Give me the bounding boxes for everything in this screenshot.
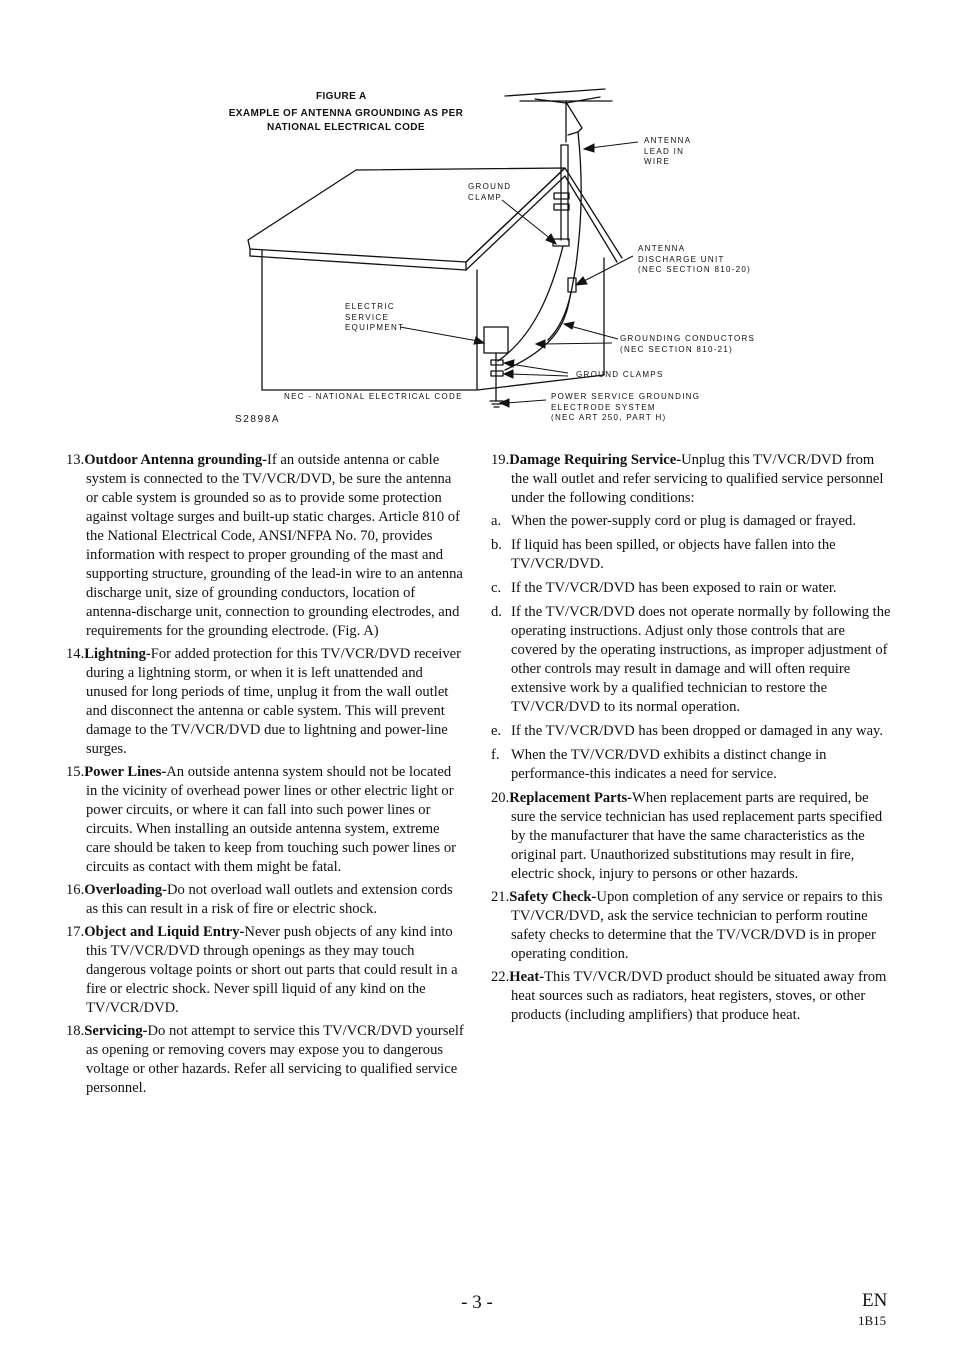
label-antenna-lead-in-wire: ANTENNA LEAD IN WIRE (644, 136, 692, 166)
house-roof-side (248, 168, 565, 262)
item-text: Upon completion of any service or repairs to this TV/VCR/DVD, ask the service technician to perform routine safety checks to determine that the TV/VCR/DVD is in proper operating condition. (511, 889, 883, 962)
item-text: When replacement parts are required, be sure the service technician has used replacement parts specified by the manufacturer that have the same characteristics as the original part. Unauthorized substitutions may result in fire, electric shock, injury to persons or other hazards. (511, 790, 883, 882)
item-text: An outside antenna system should not be located in the vicinity of overhead power lines or other electric light or power circuits, or where it can fall into such power lines or circuits. When installing an outside antenna system, extreme care should be taken to keep from touching such power lines or circuits as contact with them might be fatal. (86, 764, 457, 875)
safety-item-18: 18.Servicing-Do not attempt to service this TV/VCR/DVD yourself as opening or removing covers may expose you to dangerous voltage or other hazards. Refer all servicing to qualified service personnel. (66, 1023, 464, 1096)
item-text: If an outside antenna or cable system is connected to the TV/VCR/DVD, be sure the antenna or cable system is grounded so as to provide some protection against voltage surges and built-up static charges. Article 810 of the National Electrical Code, ANSI/NFPA No. 70, provides information with respect to proper grounding of the mast and supporting structure, grounding of the lead-in wire to an antenna discharge unit, size of grounding conductors, location of antenna-discharge unit, connection to grounding electrodes, and requirements for the grounding electrode. (Fig. A) (86, 452, 463, 639)
item-text: Unplug this TV/VCR/DVD from the wall outlet and refer servicing to qualified service personnel under the following conditions: (511, 452, 884, 506)
item-text: For added protection for this TV/VCR/DVD receiver during a lightning storm, or when it is left unattended and unused for long periods of time, unplug it from the wall outlet and disconnect the antenna or cable system. This will prevent damage to the TV/VCR/DVD due to lightning and power-line surges. (86, 646, 461, 757)
safety-item-17: 17.Object and Liquid Entry-Never push objects of any kind into this TV/VCR/DVD through openings as they may touch dangerous voltage points or short out parts that could result in a fire or electric shock. Never spill liquid of any kind on the TV/VCR/DVD. (66, 924, 458, 1016)
item-title: Lightning- (84, 646, 151, 662)
item-title: Safety Check- (509, 889, 597, 905)
electric-service-box (484, 327, 508, 353)
document-id: 1B15 (858, 1313, 887, 1328)
condition-e: e. If the TV/VCR/DVD has been dropped or damaged in any way. (491, 723, 884, 739)
condition-f: f. When the TV/VCR/DVD exhibits a distinct change in performance-this indicates a need for service. (491, 747, 827, 782)
label-power-service-grounding: POWER SERVICE GROUNDING ELECTRODE SYSTEM (NEC ART 250, PART H) (551, 392, 701, 422)
figure-subtitle-1: EXAMPLE OF ANTENNA GROUNDING AS PER (228, 108, 464, 119)
safety-item-14: 14.Lightning-For added protection for this TV/VCR/DVD receiver during a lightning storm, or when it is left unattended and unused for long periods of time, unplug it from the wall outlet and disconnect the antenna or cable system. This will prevent damage to the TV/VCR/DVD due to lightning and power-line surges. (66, 646, 461, 757)
left-column (66, 451, 466, 1102)
safety-item-22: 22.Heat-This TV/VCR/DVD product should be situated away from heat sources such as radiators, heat registers, stoves, or other products (including amplifiers) that produce heat. (491, 969, 887, 1023)
figure-subtitle-2: NATIONAL ELECTRICAL CODE (267, 122, 425, 133)
safety-item-16: 16.Overloading-Do not overload wall outlets and extension cords as this can result in a risk of fire or electric shock. (66, 882, 453, 917)
item-title: Overloading- (84, 882, 167, 898)
right-column (491, 451, 891, 1029)
item-title: Outdoor Antenna grounding- (84, 452, 267, 468)
item-text: Do not attempt to service this TV/VCR/DVD yourself as opening or removing covers may expose you to dangerous voltage or other hazards. Refer all servicing to qualified service personnel. (86, 1023, 464, 1096)
item-title: Servicing- (84, 1023, 148, 1039)
item-text: Do not overload wall outlets and extension cords as this can result in a risk of fire or electric shock. (86, 882, 453, 917)
condition-c: c. If the TV/VCR/DVD has been exposed to rain or water. (491, 580, 837, 596)
item-title: Heat- (509, 969, 545, 985)
item-title: Damage Requiring Service- (509, 452, 682, 468)
page-number: - 3 - (461, 1292, 493, 1313)
antenna-grounding-figure (0, 0, 954, 440)
label-antenna-discharge-unit: ANTENNA DISCHARGE UNIT (NEC SECTION 810-20) (638, 244, 752, 274)
item-text: This TV/VCR/DVD product should be situated away from heat sources such as radiators, heat registers, stoves, or other products (including amplifiers) that produce heat. (511, 969, 887, 1023)
label-ground-clamp: GROUND CLAMP (468, 182, 512, 202)
item-title: Replacement Parts- (509, 790, 633, 806)
safety-item-19: 19.Damage Requiring Service-Unplug this TV/VCR/DVD from the wall outlet and refer servicing to qualified service personnel under the following conditions: (491, 452, 884, 506)
safety-item-20: 20.Replacement Parts-When replacement parts are required, be sure the service technician has used replacement parts specified by the manufacturer that have the same characteristics as the original part. Unauthorized substitutions may result in fire, electric shock, injury to persons or other hazards. (491, 790, 883, 882)
condition-d: d. If the TV/VCR/DVD does not operate normally by following the operating instructions. Adjust only those controls that are covered by the operating instructions, as improper adjustment of other controls may result in damage and will often require extensive work by a qualified technician to restore the TV/VCR/DVD to its normal operation. (491, 604, 891, 715)
label-grounding-conductors: GROUNDING CONDUCTORS (NEC SECTION 810-21) (620, 334, 756, 354)
item-title: Power Lines- (84, 764, 167, 780)
figure-title: FIGURE A (316, 91, 367, 102)
label-nec-note: NEC - NATIONAL ELECTRICAL CODE (284, 392, 463, 401)
figure-code: S2898A (235, 414, 281, 425)
safety-item-21: 21.Safety Check-Upon completion of any service or repairs to this TV/VCR/DVD, ask the service technician to perform routine safety checks to determine that the TV/VCR/DVD is in proper operating condition. (491, 889, 883, 962)
label-ground-clamps: GROUND CLAMPS (576, 370, 664, 379)
house-antenna-illustration (0, 0, 954, 440)
language-code: EN (862, 1290, 888, 1311)
label-electric-service-equipment: ELECTRIC SERVICE EQUIPMENT (345, 302, 405, 332)
item-text: Never push objects of any kind into this TV/VCR/DVD through openings as they may touch dangerous voltage points or short out parts that could result in a fire or electric shock. Never spill liquid of any kind on the TV/VCR/DVD. (86, 924, 458, 1016)
condition-a: a. When the power-supply cord or plug is damaged or frayed. (491, 513, 856, 529)
item-title: Object and Liquid Entry- (84, 924, 245, 940)
condition-b: b. If liquid has been spilled, or objects have fallen into the TV/VCR/DVD. (491, 537, 836, 572)
safety-item-13: 13.Outdoor Antenna grounding-If an outside antenna or cable system is connected to the TV/VCR/DVD, be sure the antenna or cable system is grounded so as to provide some protection against voltage surges and built-up static charges. Article 810 of the National Electrical Code, ANSI/NFPA No. 70, provides information with respect to proper grounding of the mast and supporting structure, grounding of the lead-in wire to an antenna discharge unit, size of grounding conductors, location of antenna-discharge unit, connection to grounding electrodes, and requirements for the grounding electrode. (Fig. A) (66, 452, 463, 639)
safety-item-15: 15.Power Lines-An outside antenna system should not be located in the vicinity of overhead power lines or other electric light or power circuits, or where it can fall into such power lines or circuits. When installing an outside antenna system, extreme care should be taken to keep from touching such power lines or circuits as contact with them might be fatal. (66, 764, 457, 875)
